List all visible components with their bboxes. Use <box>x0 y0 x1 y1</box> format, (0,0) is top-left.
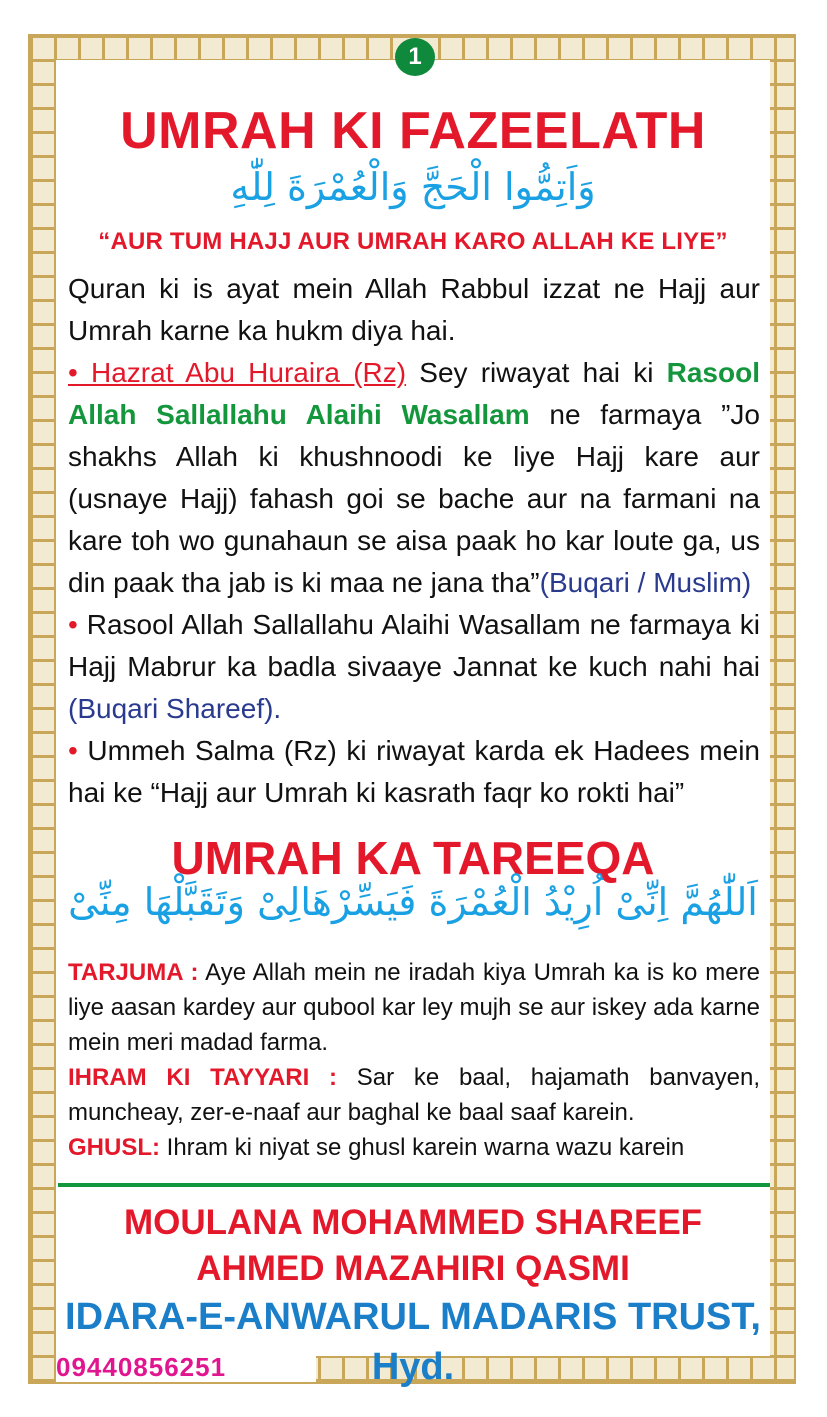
section-title: UMRAH KA TAREEQA <box>171 832 655 884</box>
dua-arabic: اَللّٰهُمَّ اِنِّیْ اُرِیْدُ الْعُمْرَةَ فَیَسِّرْهَالِیْ وَتَقَبَّلْهَا مِنِّیْ <box>68 880 758 924</box>
hadith1-text-b: ne farmaya ”Jo shakhs Allah ki khushnoodi ke liye Hajj kare aur (usnaye Hajj) fahash goi se bache aur na farmani na kare toh wo gunahaun se aisa paak ho kar loute ga, us din paak tha jab is ki maa ne jana tha” <box>68 399 760 598</box>
organization-name: IDARA-E-ANWARUL MADARIS TRUST, Hyd. <box>65 1296 761 1388</box>
bullet: • <box>68 609 78 640</box>
intro-text: Quran ki is ayat mein Allah Rabbul izzat ne Hajj aur Umrah karne ka hukm diya hai. <box>68 273 760 346</box>
divider <box>58 1183 770 1187</box>
tarjuma-text: Aye Allah mein ne iradah kiya Umrah ka is ko mere liye aasan kardey aur qubool kar ley mujh se aur iskey ada karne mein meri madad farma. <box>68 959 760 1056</box>
author-line-1: MOULANA MOHAMMED SHAREEF <box>123 1203 703 1242</box>
bullet: • <box>68 735 78 766</box>
narrator-link[interactable]: • Hazrat Abu Huraira (Rz) <box>68 357 407 388</box>
ihram-label: IHRAM KI TAYYARI : <box>68 1064 338 1091</box>
page-number-badge: 1 <box>395 38 435 76</box>
hadith2-source: (Buqari Shareef). <box>68 693 282 724</box>
author-name <box>56 1200 770 1292</box>
ihram-text: Sar ke baal, hajamath banvayen, muncheay, zer-e-naaf aur baghal ke baal saaf karein. <box>68 1064 760 1126</box>
author-line-2: AHMED MAZAHIRI QASMI <box>196 1249 630 1288</box>
verse-translation: “AUR TUM HAJJ AUR UMRAH KARO ALLAH KE LIYE” <box>98 228 728 255</box>
hadith3-text: Ummeh Salma (Rz) ki riwayat karda ek Hadees mein hai ke “Hajj aur Umrah ki kasrath faqr ko rokti hai” <box>68 735 760 808</box>
ghusl-label: GHUSL: <box>68 1134 160 1161</box>
arabic-verse: وَاَتِمُّوا الْحَجَّ وَالْعُمْرَةَ لِلّٰهِ <box>230 165 596 209</box>
prophet-name: Rasool Allah Sallallahu Alaihi Wasallam <box>68 357 760 430</box>
phone-number[interactable]: 09440856251 <box>56 1352 316 1382</box>
hadith2-text: Rasool Allah Sallallahu Alaihi Wasallam ne farmaya ki Hajj Mabrur ka badla sivaaye Jannat ke kuch nahi hai <box>68 609 760 682</box>
main-text <box>68 268 760 814</box>
main-title: UMRAH KI FAZEELATH <box>120 102 706 160</box>
hadith1-source: (Buqari / Muslim) <box>539 567 752 598</box>
instructions <box>68 955 760 1165</box>
hadith1-text-a: Sey riwayat hai ki <box>406 357 667 388</box>
ghusl-text: Ihram ki niyat se ghusl karein warna wazu karein <box>160 1134 685 1161</box>
tarjuma-label: TARJUMA : <box>68 959 199 986</box>
